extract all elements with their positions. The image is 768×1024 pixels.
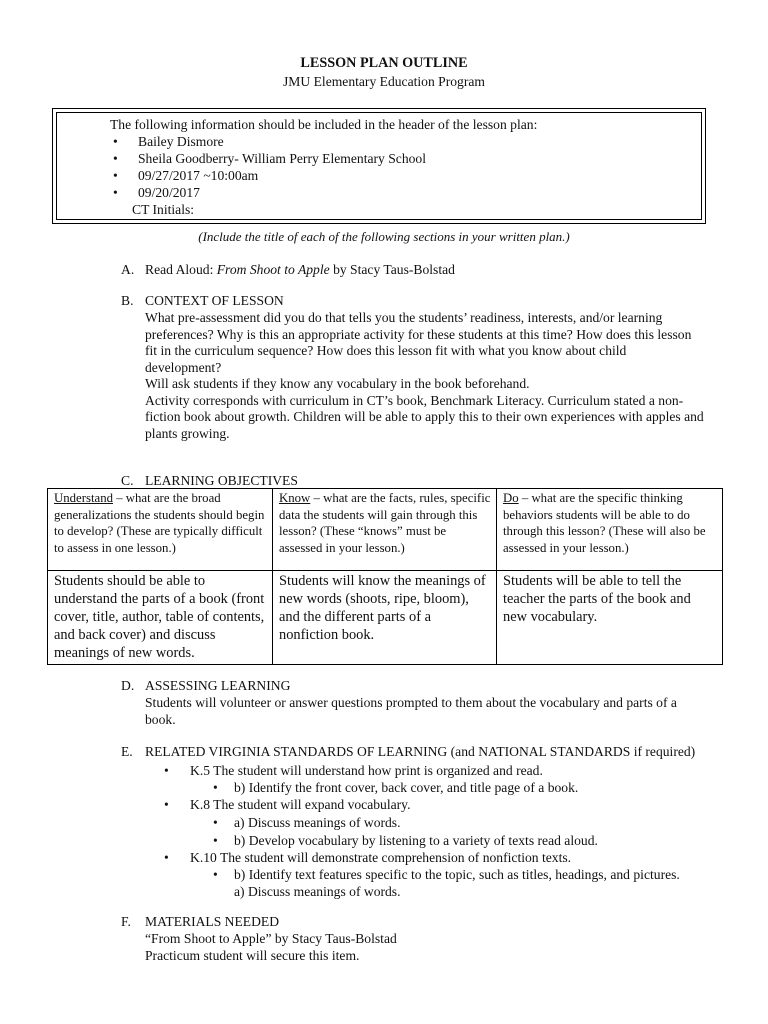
standard-subitem-text: b) Identify the front cover, back cover, and title page of a book. [234, 780, 579, 795]
instruction-note: (Include the title of each of the following sections in your written plan.) [198, 229, 570, 244]
standard-subitem [213, 832, 598, 849]
objectives-answer-row [48, 571, 723, 665]
page-subtitle: JMU Elementary Education Program [283, 74, 485, 89]
know-term: Know [279, 491, 311, 505]
know-question: – what are the facts, rules, specific data the students will gain through this lesson? (These “knows” must be assessed in your lesson.) [279, 491, 491, 555]
section-heading: MATERIALS NEEDED [145, 914, 280, 929]
context-line: fiction book about growth. Children will be able to apply this to their own experiences with apples and [145, 409, 704, 424]
standard-item [166, 849, 571, 866]
read-aloud-label: Read Aloud: [145, 262, 214, 277]
assessing-line: Students will volunteer or answer questions prompted to them about the vocabulary and parts of a [145, 695, 677, 710]
section-letter: C. [121, 473, 134, 488]
do-header-cell [497, 489, 723, 571]
know-answer-cell: Students will know the meanings of new words (shoots, ripe, bloom), and the different parts of a nonfiction book. [273, 571, 497, 665]
standard-subitem-continued: a) Discuss meanings of words. [234, 884, 401, 899]
standard-subitem-text: b) Identify text features specific to the topic, such as titles, headings, and pictures. [234, 867, 680, 882]
section-c-heading [121, 473, 298, 489]
section-letter: E. [121, 744, 133, 759]
learning-objectives-table [47, 488, 723, 665]
understand-question: – what are the broad generalizations the students should begin to develop? (These are typically difficult to assess in one lesson.) [54, 491, 265, 555]
header-info-bullet: • Sheila Goodberry- William Perry Elementary School [110, 150, 537, 167]
section-a-read-aloud [121, 262, 455, 278]
ct-initials-label: CT Initials: [132, 202, 195, 217]
do-term: Do [503, 491, 519, 505]
section-heading: RELATED VIRGINIA STANDARDS OF LEARNING (and NATIONAL STANDARDS if required) [145, 744, 696, 759]
context-line: What pre-assessment did you do that tells you the students’ readiness, interests, and/or learning [145, 310, 663, 325]
section-letter: F. [121, 914, 131, 929]
header-info-content [110, 116, 537, 218]
understand-term: Understand [54, 491, 113, 505]
section-letter: B. [121, 293, 134, 308]
section-heading: CONTEXT OF LESSON [145, 293, 284, 308]
materials-line: Practicum student will secure this item. [145, 947, 360, 963]
header-info-bullet: • 09/27/2017 ~10:00am [110, 167, 537, 184]
section-heading: ASSESSING LEARNING [145, 678, 291, 693]
section-heading: LEARNING OBJECTIVES [145, 473, 298, 488]
header-info-box [52, 108, 706, 224]
section-e-heading [121, 744, 695, 760]
do-question: – what are the specific thinking behaviors students will be able to do through this lesson? (These will also be assessed in your lesson.) [503, 491, 706, 555]
header-info-intro: The following information should be included in the header of the lesson plan: [110, 117, 538, 132]
standard-subitem-text: a) Discuss meanings of words. [234, 815, 401, 830]
section-d-heading [121, 678, 290, 694]
know-header-cell [273, 489, 497, 571]
materials-line: “From Shoot to Apple” by Stacy Taus-Bolstad [145, 931, 397, 946]
standard-text: K.8 The student will expand vocabulary. [190, 797, 411, 812]
standard-text: K.10 The student will demonstrate comprehension of nonfiction texts. [190, 850, 572, 865]
objectives-header-row [48, 489, 723, 571]
standard-subitem-text: b) Develop vocabulary by listening to a variety of texts read aloud. [234, 833, 598, 848]
context-line: development? [145, 359, 222, 375]
standard-item [166, 796, 410, 813]
standard-text: K.5 The student will understand how print is organized and read. [190, 763, 543, 778]
book-title: From Shoot to Apple [216, 262, 330, 277]
do-answer-cell: Students will be able to tell the teacher the parts of the book and new vocabulary. [497, 571, 723, 665]
book-author: by Stacy Taus-Bolstad [333, 262, 455, 277]
standard-item [166, 762, 543, 779]
section-f-heading [121, 914, 279, 930]
section-b-heading [121, 293, 284, 309]
page-title: LESSON PLAN OUTLINE [300, 55, 468, 71]
header-info-bullet: • 09/20/2017 [110, 184, 537, 201]
section-letter: D. [121, 678, 135, 693]
context-line: plants growing. [145, 425, 230, 441]
context-line: preferences? Why is this an appropriate activity for these students at this time? How does this lesson [145, 326, 692, 342]
understand-header-cell [48, 489, 273, 571]
assessing-learning-body [145, 695, 725, 728]
context-line: Activity corresponds with curriculum in CT’s book, Benchmark Literacy. Curriculum stated a non- [145, 392, 684, 408]
context-line: fit in the curriculum sequence? How does this lesson fit with what you know about child [145, 343, 627, 358]
standard-subitem [213, 814, 401, 831]
section-letter: A. [121, 262, 135, 277]
header-info-bullet: • Bailey Dismore [110, 133, 537, 150]
understand-answer-cell: Students should be able to understand the parts of a book (front cover, title, author, table of contents, and back cover) and discuss meanings of new words. [48, 571, 273, 665]
context-line: Will ask students if they know any vocabulary in the book beforehand. [145, 376, 530, 391]
standard-subitem [213, 779, 578, 796]
context-of-lesson-body [145, 310, 725, 442]
materials-needed-body [145, 931, 725, 964]
standard-subitem [213, 866, 680, 883]
assessing-line: book. [145, 711, 176, 727]
